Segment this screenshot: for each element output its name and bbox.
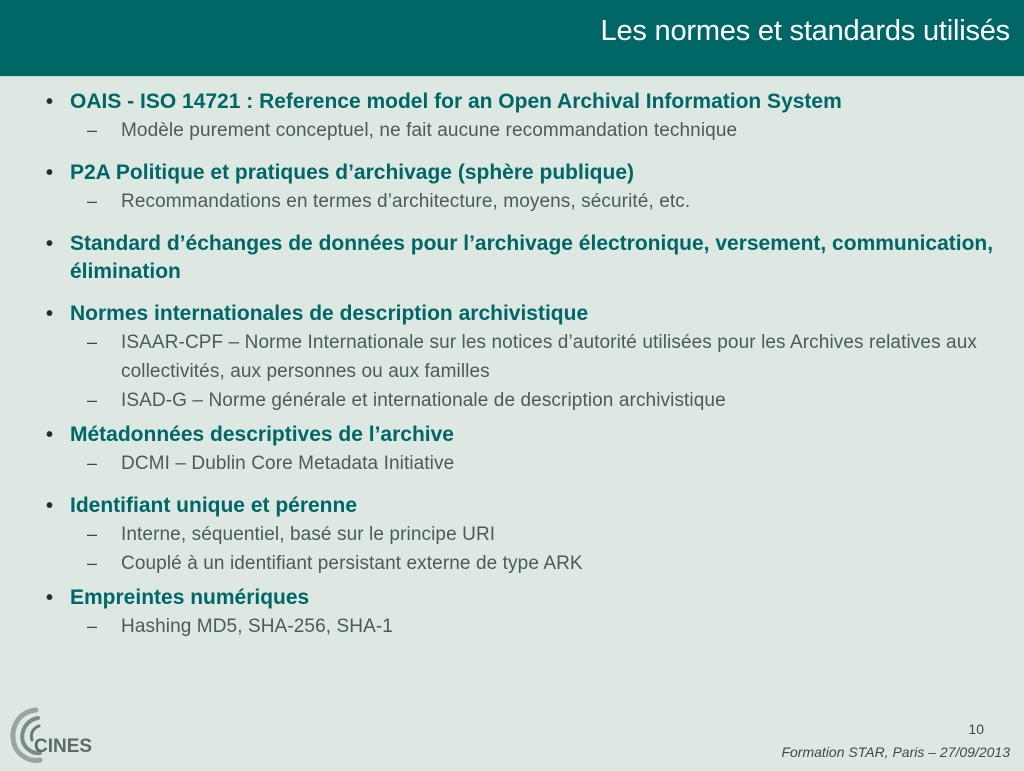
- bullet-text: Standard d’échanges de données pour l’archivage électronique, versement, communication, élimination: [70, 232, 994, 283]
- sub-item: [46, 386, 1006, 415]
- dash-icon: –: [87, 616, 98, 636]
- sub-text: Couplé à un identifiant persistant externe de type ARK: [121, 553, 583, 574]
- bullet-item: [46, 300, 1006, 328]
- bullet-list: [46, 88, 1006, 641]
- dash-icon: –: [87, 553, 98, 573]
- sub-item: [46, 449, 1006, 478]
- sub-text: Interne, séquentiel, basé sur le principe URI: [121, 524, 496, 545]
- bullet-text: Normes internationales de description archivistique: [70, 302, 589, 325]
- sub-item: [46, 116, 1006, 145]
- bullet-dot-icon: •: [46, 303, 54, 325]
- bullet-dot-icon: •: [46, 424, 54, 446]
- bullet-text: OAIS - ISO 14721 : Reference model for an Open Archival Information System: [70, 90, 842, 113]
- bullet-item: [46, 492, 1006, 520]
- bullet-dot-icon: •: [46, 91, 54, 113]
- page-number: 10: [968, 721, 984, 737]
- slide-header: [0, 0, 1024, 77]
- dash-icon: –: [87, 524, 98, 544]
- bullet-item: [46, 584, 1006, 612]
- bullet-text: Identifiant unique et pérenne: [70, 494, 358, 517]
- dash-icon: –: [87, 191, 98, 211]
- bullet-dot-icon: •: [46, 587, 54, 609]
- sub-text: ISAD-G – Norme générale et internationale de description archivistique: [121, 390, 726, 411]
- slide-title: Les normes et standards utilisés: [600, 15, 1010, 47]
- dash-icon: –: [87, 390, 98, 410]
- bullet-item: [46, 159, 1006, 187]
- bullet-dot-icon: •: [46, 233, 54, 255]
- bullet-item: [46, 88, 1006, 116]
- bullet-text: Métadonnées descriptives de l’archive: [70, 423, 454, 446]
- footer-text: Formation STAR, Paris – 27/09/2013: [781, 744, 1010, 760]
- dash-icon: –: [87, 453, 98, 473]
- bullet-text: P2A Politique et pratiques d’archivage (sphère publique): [70, 161, 634, 184]
- bullet-dot-icon: •: [46, 495, 54, 517]
- sub-text: Modèle purement conceptuel, ne fait aucune recommandation technique: [121, 120, 738, 141]
- bullet-dot-icon: •: [46, 162, 54, 184]
- bullet-text: Empreintes numériques: [70, 586, 310, 609]
- bullet-item: [46, 230, 1006, 286]
- sub-item: [46, 612, 1006, 641]
- sub-item: [46, 328, 1006, 386]
- sub-text: Recommandations en termes d’architecture, moyens, sécurité, etc.: [121, 191, 691, 212]
- bullet-item: [46, 421, 1006, 449]
- sub-text: DCMI – Dublin Core Metadata Initiative: [121, 453, 455, 474]
- sub-text: Hashing MD5, SHA-256, SHA-1: [121, 616, 393, 637]
- sub-item: [46, 520, 1006, 549]
- sub-text: ISAAR-CPF – Norme Internationale sur les notices d’autorité utilisées pour les Archives relatives aux collectivités, aux personnes ou aux familles: [121, 332, 977, 382]
- sub-item: [46, 187, 1006, 216]
- dash-icon: –: [87, 332, 98, 352]
- dash-icon: –: [87, 120, 98, 140]
- logo-text: CINES: [34, 736, 93, 757]
- cines-logo-icon: [6, 704, 96, 766]
- sub-item: [46, 549, 1006, 578]
